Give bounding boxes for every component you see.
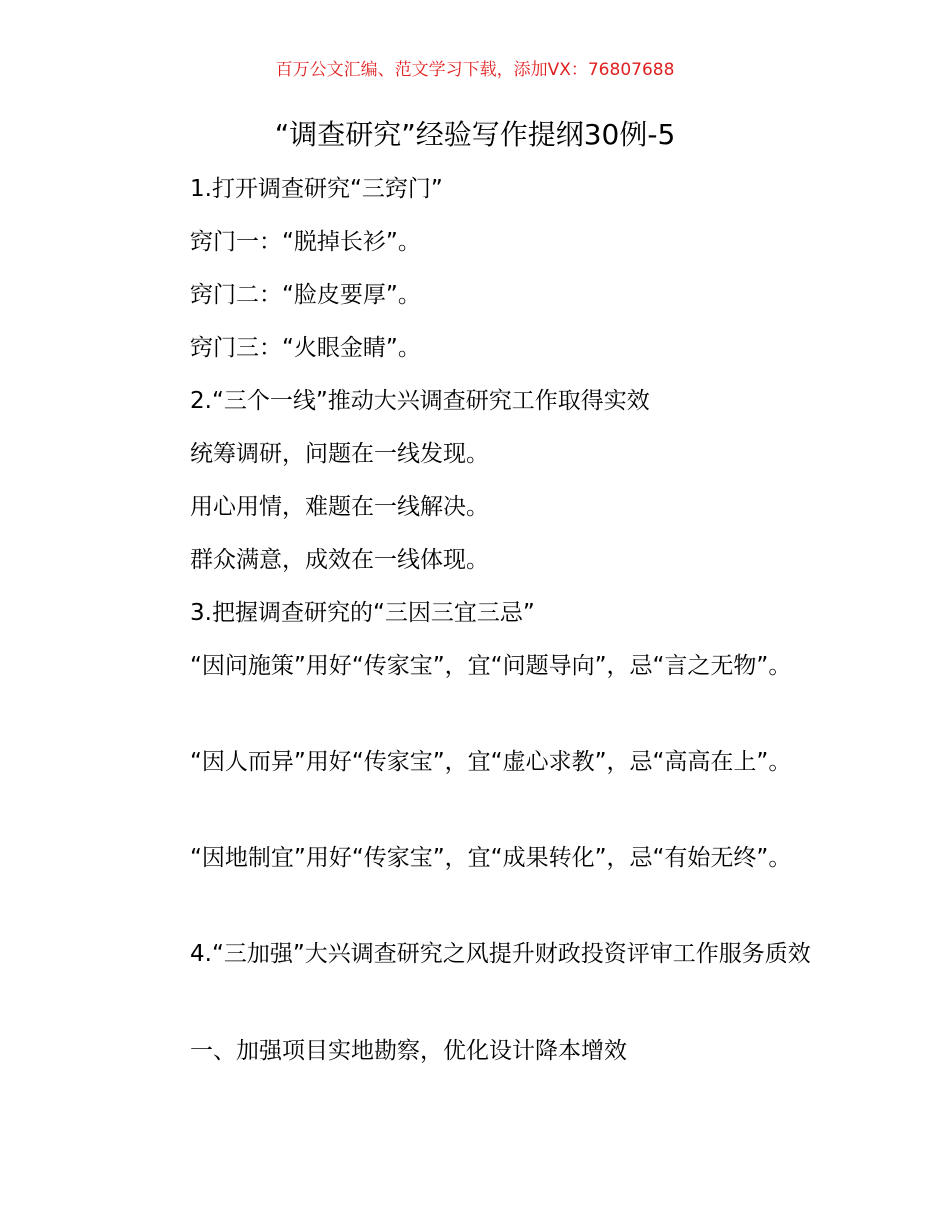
paragraph: 窍门二：“脸皮要厚”。 — [190, 282, 421, 308]
header-watermark-note: 百万公文汇编、范文学习下载，添加VX：76807688 — [275, 60, 675, 80]
paragraph: 2.“三个一线”推动大兴调查研究工作取得实效 — [190, 388, 650, 414]
paragraph: 统筹调研，问题在一线发现。 — [190, 441, 489, 467]
document-title: “调查研究”经验写作提纲30例-5 — [274, 118, 676, 151]
paragraph: 1.打开调查研究“三窍门” — [190, 176, 443, 202]
paragraph: 群众满意，成效在一线体现。 — [190, 547, 489, 573]
paragraph: “因人而异”用好“传家宝”，宜“虚心求教”，忌“高高在上”。 — [190, 749, 792, 775]
paragraph: 用心用情，难题在一线解决。 — [190, 494, 489, 520]
paragraph: 窍门三：“火眼金睛”。 — [190, 335, 421, 361]
paragraph: 4.“三加强”大兴调查研究之风提升财政投资评审工作服务质效 — [190, 941, 811, 967]
paragraph: 3.把握调查研究的“三因三宜三忌” — [190, 600, 535, 626]
paragraph: “因问施策”用好“传家宝”，宜“问题导向”，忌“言之无物”。 — [190, 653, 792, 679]
paragraph: “因地制宜”用好“传家宝”，宜“成果转化”，忌“有始无终”。 — [190, 845, 792, 871]
paragraph: 窍门一：“脱掉长衫”。 — [190, 229, 421, 255]
paragraph: 一、加强项目实地勘察，优化设计降本增效 — [190, 1038, 627, 1064]
